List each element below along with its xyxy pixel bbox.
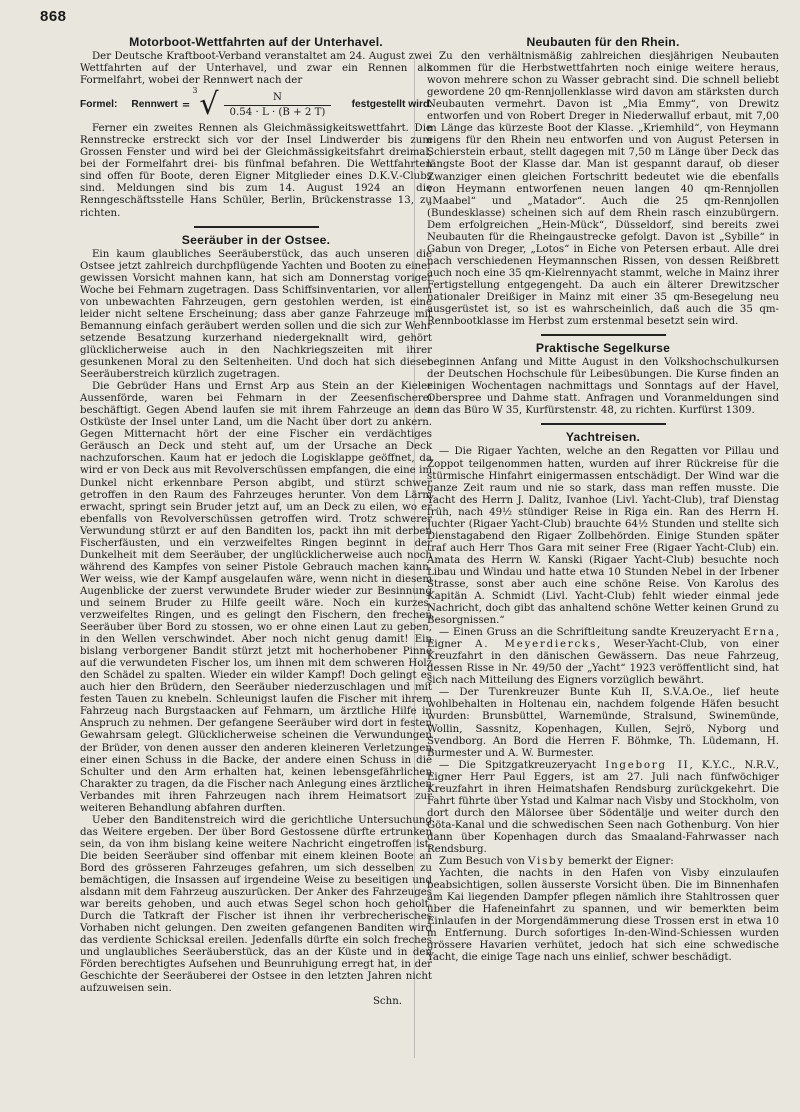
text-run: bemerkt der Eigner: — [565, 856, 674, 868]
paragraph: Yachten, die nachts in den Hafen von Visby einzulaufen beabsichtigen, sollen äusserste Vorsicht üben. Die im Binnenhafen am Kai liegenden Dampfer pflegen nämlich ihre Stahltrossen quer über die Hafeneinfahrt zu spannen, und wir bemerkten beim Einlaufen in der Morgendämmerung diese Trossen erst in etwa 10 m Entfernung. Durch sofortiges In-den-Wind-Schiessen wurden grössere Havarien verhütet, jedoch hat sich eine schwedische Yacht, die einige Tage nach uns einlief, schwer beschädigt. — [427, 868, 779, 964]
paragraph: Ein kaum glaubliches Seeräuberstück, das auch unseren die Ostsee jetzt zahlreich durchpflügende Yachten und Booten zu einer gewissen Vorsicht mahnen kann, hat sich am Donnerstag voriger Woche bei Fehmarn zugetragen. Dass Schiffsinventarien, vor allem von unbewachten Fahrzeugen, gern gestohlen werden, ist eine leider nicht seltene Erscheinung; dass aber ganze Fahrzeuge mit Bemannung einfach geräubert werden sollen und die sich zur Wehr setzende Besatzung kurzerhand niedergeknallt wird, gehört glücklicherweise auch in den Nachkriegszeiten mit ihrer gesunkenen Moral zu den Seltenheiten. Und doch hat sich dieser Seeräuberstreich kürzlich zugetragen. — [80, 248, 432, 381]
text-run: , Weser-Yacht-Club, von einer Kreuzfahrt in den dänischen Gewässern. Das neue Fahrzeug, dessen Risse in Nr. 49/50 der „Yacht“ 1923 veröffentlicht sind, hat sich nach Mitteilung des Eigners vorzüglich bewährt. — [427, 639, 780, 687]
paragraph: beginnen Anfang und Mitte August in den Volkshochschulkursen der Deutschen Hochschule für Leibesübungen. Die Kurse finden an einigen Wochentagen nachmittags und Sonntags auf der Havel, Oberspree und Dahme statt. Anfragen und Voranmeldungen sind an das Büro W 35, Kurfürstenstr. 48, zu richten. Kurfürst 1309. — [427, 357, 779, 417]
paragraph: Zu den verhältnismäßig zahlreichen diesjährigen Neubauten kommen für die Herbstwettfahrten noch einige weitere heraus, wovon mehrere schon zu Wasser gebracht sind. Die schnell beliebt gewordene 20 qm-Rennjollenklasse wird davon am stärksten durch Neubauten vermehrt. Davon ist „Mia Emmy“, von Drewitz entworfen und von Robert Dreger in Niederwalluf erbaut, mit 7,00 m Länge das kürzeste Boot der Klasse. „Kriemhild“, von Heymann eigens für den Rhein neu entworfen und von August Petersen in Schierstein erbaut, stellt dagegen mit 7,50 m Länge über Deck das längste Boot der Klasse dar. Man ist gespannt darauf, ob dieser Zwanziger einen gleichen Fortschritt bedeutet wie die ebenfalls von Heymann entworfenen neuen langen 40 qm-Rennjollen „Maabel“ und „Matador“. Auch die 25 qm-Rennjollen (Bundesklasse) scheinen sich auf dem Rhein rasch einzubürgern. Dem erfolgreichen „Hein-Mück“, Düsseldorf, sind bereits zwei Neubauten für die Rheingaustrecke gefolgt. Davon ist „Sybille“ in Gabun von Dreger, „Lotos“ in Eiche von Petersen erbaut. Alle drei nach verschiedenen Heymannschen Rissen, von dessen Reißbrett auch noch eine 35 qm-Kielrennyacht stammt, welche in Mainz ihrer Fertigstellung entgegengeht. Da auch ein älterer Drewitzscher nationaler Dreißiger in Mainz mit einer 35 qm-Besegelung neu ausgerüstet ist, so ist es wahrscheinlich, daß auch die 35 qm-Rennbootklasse im Herbst zum erstenmal besetzt sein wird. — [427, 51, 779, 328]
separator — [194, 226, 319, 228]
article-title-seeraeuber: Seeräuber in der Ostsee. — [181, 232, 331, 247]
formula-numerator: N — [273, 91, 282, 103]
paragraph: Die Gebrüder Hans und Ernst Arp aus Stein an der Kieler Aussenförde, waren bei Fehmarn in der Zeesenfischerei beschäftigt. Gegen Abend laufen sie mit ihrem Fahrzeuge an der Ostküste der Insel unter Land, um die Nacht über dort zu ankern. Gegen Mitternacht hört der eine Fischer ein verdächtiges Geräusch an Deck und steht auf, um der Ursache an Deck nachzuforschen. Kaum hat er jedoch die Logisklappe geöffnet, da wird er von Deck aus mit Revolverschüssen empfangen, die eine im Dunkel nicht erkennbare Person abgibt, und stürzt schwer getroffen in den Raum des Fahrzeuges herunter. Von dem Lärm erwacht, springt sein Bruder jetzt auf, um an Deck zu eilen, wo er ebenfalls von Revolverschüssen getroffen wird. Trotz schwerer Verwundung stürzt er auf den Banditen los, packt ihn mit derben Fischerfäusten, und ein verzweifeltes Ringen beginnt in der Dunkelheit mit dem Seeräuber, der unglücklicherweise auch noch während des Kampfes von seiner Pistole Gebrauch machen kann. Wer weiss, wie der Kampf ausgelaufen wäre, wenn nicht in diesem Augenblicke der zuerst verwundete Bruder wieder zur Besinnung und seinem Bruder zu Hilfe geeilt wäre. Noch ein kurzes, verzweifeltes Ringen, und es gelingt den Fischern, den frechen Seeräuber über Bord zu stossen, wo er ohne einen Laut zu geben, in den Wellen verschwindet. Aber noch nicht genug damit! Ein bislang verborgener Bandit stürzt jetzt mit hocherhobener Pinne auf die verwundeten Fischer los, um ihnen mit dem schweren Holz den Schädel zu spalten. Wieder ein wilder Kampf! Doch gelingt es auch hier den Brüdern, den Seeräuber niederzuschlagen und mit festen Tauen zu knebeln. Schleunigst laufen die Fischer mit ihrem Fahrzeug nach Burgstaacken auf Fehmarn, um ärztliche Hilfe in Anspruch zu nehmen. Der gefangene Seeräuber wird dort in festen Gewahrsam gelegt. Glücklicherweise scheinen die Verwundungen der Brüder, von denen ausser den anderen kleineren Verletzungen einer einen Schuss in die Backe, der andere einen Schuss in die Schulter und den Arm erhalten hat, keinen lebensgefährlichen Charakter zu tragen, da die Fischer nach Anlegung eines ärztlichen Verbandes mit ihren Fahrzeugen nach ihrem Heimatsort zur weiteren Behandlung abfahren durften. — [80, 381, 432, 814]
right-column — [427, 34, 779, 964]
article-title-yachtreisen: Yachtreisen. — [565, 430, 641, 445]
paragraph: — Der Turenkreuzer Bunte Kuh II, S.V.A.Oe., lief heute wohlbehalten in Holtenau ein, nachdem folgende Häfen besucht wurden: Brunsbüttel, Warnemünde, Stralsund, Swinemünde, Wollin, Sassnitz, Kopenhagen, Kullen, Sejrö, Nyborg und Svendborg. An Bord die Herren F. Böhmke, Th. Lüdemann, H. Burmester und A. W. Burmester. — [427, 687, 779, 759]
text-run: — Die Spitzgatkreuzeryacht — [439, 759, 606, 771]
paragraph — [427, 760, 779, 856]
paragraph: Ferner ein zweites Rennen als Gleichmässigkeitswettfahrt. Die Rennstrecke erstreckt sich vor der Insel Lindwerder bis zum Grossen Fenster und wird bei der Gleichmässigkeitsfahrt dreimal, bei der Formelfahrt drei- bis fünfmal befahren. Die Wettfahrten sind offen für Boote, deren Eigner Mitglieder eines D.K.V.-Clubs sind. Meldungen sind bis zum 14. August 1924 an die Renngeschäftsstelle Hans Schüler, Berlin, Brückenstrasse 13, zu richten. — [80, 123, 432, 219]
yacht-name: Erna — [743, 627, 776, 639]
paragraph: Ueber den Banditenstreich wird die gerichtliche Untersuchung das Weitere ergeben. Der über Bord Gestossene dürfte ertrunken sein, da von ihm bislang keine weitere Nachricht eingetroffen ist. Die beiden Seeräuber sind offenbar mit einem kleinen Boote an Bord des grösseren Fahrzeuges gefahren, um sich desselben zu bemächtigen, die Insassen auf irgendeine Weise zu beseitigen und alsdann mit dem Fahrzeug auszurücken. Der Anker des Fahrzeuges war bereits gehoben, und auch etwas Segel schon hoch geholt. Durch die Tatkraft der Fischer ist ihnen ihr verbrecherisches Vorhaben nicht gelungen. Den zweiten gefangenen Banditen wird das verdiente Schicksal ereilen. Jedenfalls dürfte ein solch freches und unglaubliches Seeräuberstück, das an der Küste und in den Förden berechtigtes Aufsehen und Beunruhigung erregt hat, in der Geschichte der Seeräuberei der Ostsee in den letzten Jahren nicht aufzuweisen sein. — [80, 814, 432, 995]
paragraph: Der Deutsche Kraftboot-Verband veranstaltet am 24. August zwei Wettfahrten auf der Unterhavel, und zwar ein Rennen als Formelfahrt, wobei der Rennwert nach der — [80, 51, 432, 87]
root-sign-icon: √ — [199, 87, 219, 123]
author-signature: Schn. — [372, 995, 402, 1007]
page-number: 868 — [40, 8, 67, 25]
article-title-segelkurse: Praktische Segelkurse — [535, 341, 671, 356]
yacht-name: Ingeborg II — [605, 759, 690, 771]
left-column — [80, 34, 432, 1008]
article-title-motorboot: Motorboot-Wettfahrten auf der Unterhavel. — [129, 35, 383, 49]
text-run: , Eigner — [427, 627, 779, 651]
place-name: Visby — [528, 856, 565, 868]
paragraph: — Die Rigaer Yachten, welche an den Regatten vor Pillau und Zoppot teilgenommen hatten, wurden auf ihrer Rückreise für die stürmische Hinfahrt einigermassen entschädigt. Der Wind war die ganze Zeit raum und nie so stark, dass man reffen musste. Die Yacht des Herrn J. Dalitz, Ivanhoe (Livl. Yacht-Club), traf Dienstag früh, nach 49½ stündiger Reise in Riga ein. Ran des Herrn H. Juchter (Rigaer Yacht-Club) brauchte 64½ Stunden und stellte sich Dienstagabend den Rigaer Zollbehörden. Einige Stunden später traf auch Herr Thos Gara mit seiner Free (Rigaer Yacht-Club) ein. Amata des Herrn W. Kanski (Rigaer Yacht-Club) besuchte noch Libau und Windau und hatte etwa 10 Stunden Nebel in der Irbener Strasse, sonst aber auch eine schöne Reise. Von Karolus des Kapitän A. Schmidt (Livl. Yacht-Club) fehlt wieder einmal jede Nachricht, doch gibt das anhaltend schöne Wetter keinen Grund zu Besorgnissen.“ — [427, 446, 779, 627]
formula-fraction — [224, 92, 332, 119]
text-run: , K.Y.C., N.R.V., Eigner Herr Paul Eggers, ist am 27. Juli nach fünfwöchiger Kreuzfahrt in ihren Heimatshafen Rendsburg zurückgekehrt. Die Fahrt führte über Ystad und Kalmar nach Visby und Stockholm, von dort durch den Mälorsee über Södentälje und weiter durch den Göta-Kanal und die schwedischen Seen nach Gothenburg. Von hier dann über Kopenhagen durch das Smaaland-Fahrwasser nach Rendsburg. — [427, 759, 779, 855]
formula-root-index: 3 — [192, 86, 198, 96]
separator — [541, 334, 666, 336]
formula-label: Formel: — [80, 99, 118, 111]
text-run: — Einen Gruss an die Schriftleitung sandte Kreuzeryacht — [439, 627, 744, 639]
article-title-neubauten: Neubauten für den Rhein. — [526, 35, 680, 49]
formula-lhs: Rennwert — [131, 99, 178, 111]
owner-name: A. Meyerdiercks — [475, 639, 598, 651]
formula-denominator: 0.54 · L · (B + 2 T) — [224, 105, 332, 119]
formula-equals: = — [181, 99, 191, 112]
separator — [541, 423, 666, 425]
paragraph — [427, 627, 779, 687]
formula-tail: festgestellt wird. — [351, 99, 432, 111]
text-run: Zum Besuch von — [439, 856, 529, 868]
formula — [80, 86, 432, 123]
paragraph — [427, 856, 779, 868]
